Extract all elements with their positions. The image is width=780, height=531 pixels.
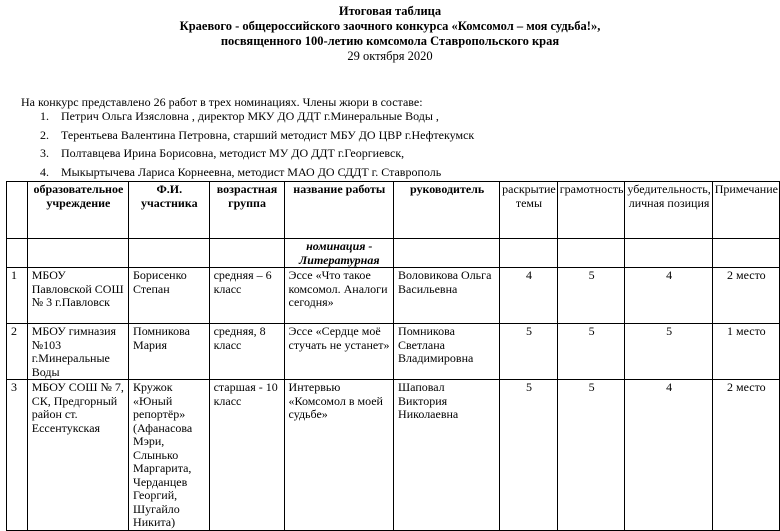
jury-number: 4. xyxy=(40,164,49,179)
row-participant: Кружок «Юный репортёр» (Афанасова Мэри, Слынько Маргарита, Черданцев Георгий, Шугайло Никита) xyxy=(129,380,210,531)
header-participant: Ф.И. участника xyxy=(129,182,210,239)
header-age: возрастная группа xyxy=(209,182,284,239)
jury-number: 3. xyxy=(40,146,49,160)
row-literacy: 5 xyxy=(557,324,625,380)
row-work: Интервью «Комсомол в моей судьбе» xyxy=(284,380,394,531)
row-literacy: 5 xyxy=(557,268,625,324)
jury-member-text: Мыкыртычева Лариса Корнеевна, методист МАО ДО СДДТ г. Ставрополь xyxy=(61,164,442,179)
jury-member-text: Терентьева Валентина Петровна, старший методист МБУ ДО ЦВР г.Нефтекумск xyxy=(61,127,475,142)
jury-member xyxy=(40,109,474,124)
document-date: 29 октября 2020 xyxy=(347,49,433,63)
jury-member xyxy=(40,146,474,161)
jury-member-text: Петрич Ольга Изясловна , директор МКУ ДО ДДТ г.Минеральные Воды , xyxy=(61,109,439,123)
header-persuasiveness: убедительность, личная позиция xyxy=(625,182,712,239)
table-row xyxy=(7,380,780,531)
jury-member-text: Полтавцева Ирина Борисовна, методист МУ ДО ДДТ г.Георгиевск, xyxy=(61,146,405,160)
jury-member xyxy=(40,165,474,180)
row-topic: 4 xyxy=(500,268,558,324)
empty-cell xyxy=(129,239,210,268)
row-literacy: 5 xyxy=(557,380,625,531)
empty-cell xyxy=(625,239,712,268)
document-title: Итоговая таблица xyxy=(338,4,442,18)
jury-number: 1. xyxy=(40,109,49,123)
empty-cell xyxy=(500,239,558,268)
row-note: 2 место xyxy=(712,268,779,324)
row-num: 3 xyxy=(7,380,28,531)
row-age: старшая - 10 класс xyxy=(209,380,284,531)
empty-cell xyxy=(394,239,500,268)
empty-cell xyxy=(557,239,625,268)
empty-cell xyxy=(209,239,284,268)
header-cell-num xyxy=(7,182,28,239)
table-row xyxy=(7,324,780,380)
row-persuasiveness: 4 xyxy=(625,268,712,324)
row-topic: 5 xyxy=(500,380,558,531)
table-header-row xyxy=(7,182,780,239)
row-persuasiveness: 5 xyxy=(625,324,712,380)
nomination-label: номинация - Литературная xyxy=(284,239,394,268)
row-leader: Шаповал Виктория Николаевна xyxy=(394,380,500,531)
header-topic: раскрытие темы xyxy=(500,182,558,239)
empty-cell xyxy=(7,239,28,268)
header-leader: руководитель xyxy=(394,182,500,239)
row-note: 1 место xyxy=(712,324,779,380)
row-institution: МБОУ СОШ № 7, СК, Предгорный район ст. Ессентукская xyxy=(27,380,128,531)
row-institution: МБОУ гимназия №103 г.Минеральные Воды xyxy=(27,324,128,380)
row-leader: Помникова Светлана Владимировна xyxy=(394,324,500,380)
results-table xyxy=(6,181,780,531)
header-work: название работы xyxy=(284,182,394,239)
row-topic: 5 xyxy=(500,324,558,380)
jury-number: 2. xyxy=(40,127,49,142)
contest-dedication: посвященного 100-летию комсомола Ставропольского края xyxy=(220,34,560,48)
empty-cell xyxy=(27,239,128,268)
row-participant: Борисенко Степан xyxy=(129,268,210,324)
row-work: Эссе «Сердце моё стучать не устанет» xyxy=(284,324,394,380)
header-institution: образовательное учреждение xyxy=(27,182,128,239)
document-header xyxy=(0,4,780,64)
row-note: 2 место xyxy=(712,380,779,531)
nomination-row xyxy=(7,239,780,268)
row-age: средняя, 8 класс xyxy=(209,324,284,380)
row-persuasiveness: 4 xyxy=(625,380,712,531)
jury-list xyxy=(40,109,474,183)
row-leader: Воловикова Ольга Васильевна xyxy=(394,268,500,324)
intro-text: На конкурс представлено 26 работ в трех номинациях. Члены жюри в составе: xyxy=(21,95,423,109)
row-num: 2 xyxy=(7,324,28,380)
empty-cell xyxy=(712,239,779,268)
row-age: средняя – 6 класс xyxy=(209,268,284,324)
header-note: Примечание xyxy=(712,182,779,239)
table-row xyxy=(7,268,780,324)
row-institution: МБОУ Павловской СОШ № 3 г.Павловск xyxy=(27,268,128,324)
row-participant: Помникова Мария xyxy=(129,324,210,380)
header-literacy: грамотность xyxy=(557,182,625,239)
row-work: Эссе «Что такое комсомол. Аналоги сегодня» xyxy=(284,268,394,324)
contest-name: Краевого - общероссийского заочного конкурса «Комсомол – моя судьба!», xyxy=(179,19,601,33)
jury-member xyxy=(40,128,474,143)
row-num: 1 xyxy=(7,268,28,324)
